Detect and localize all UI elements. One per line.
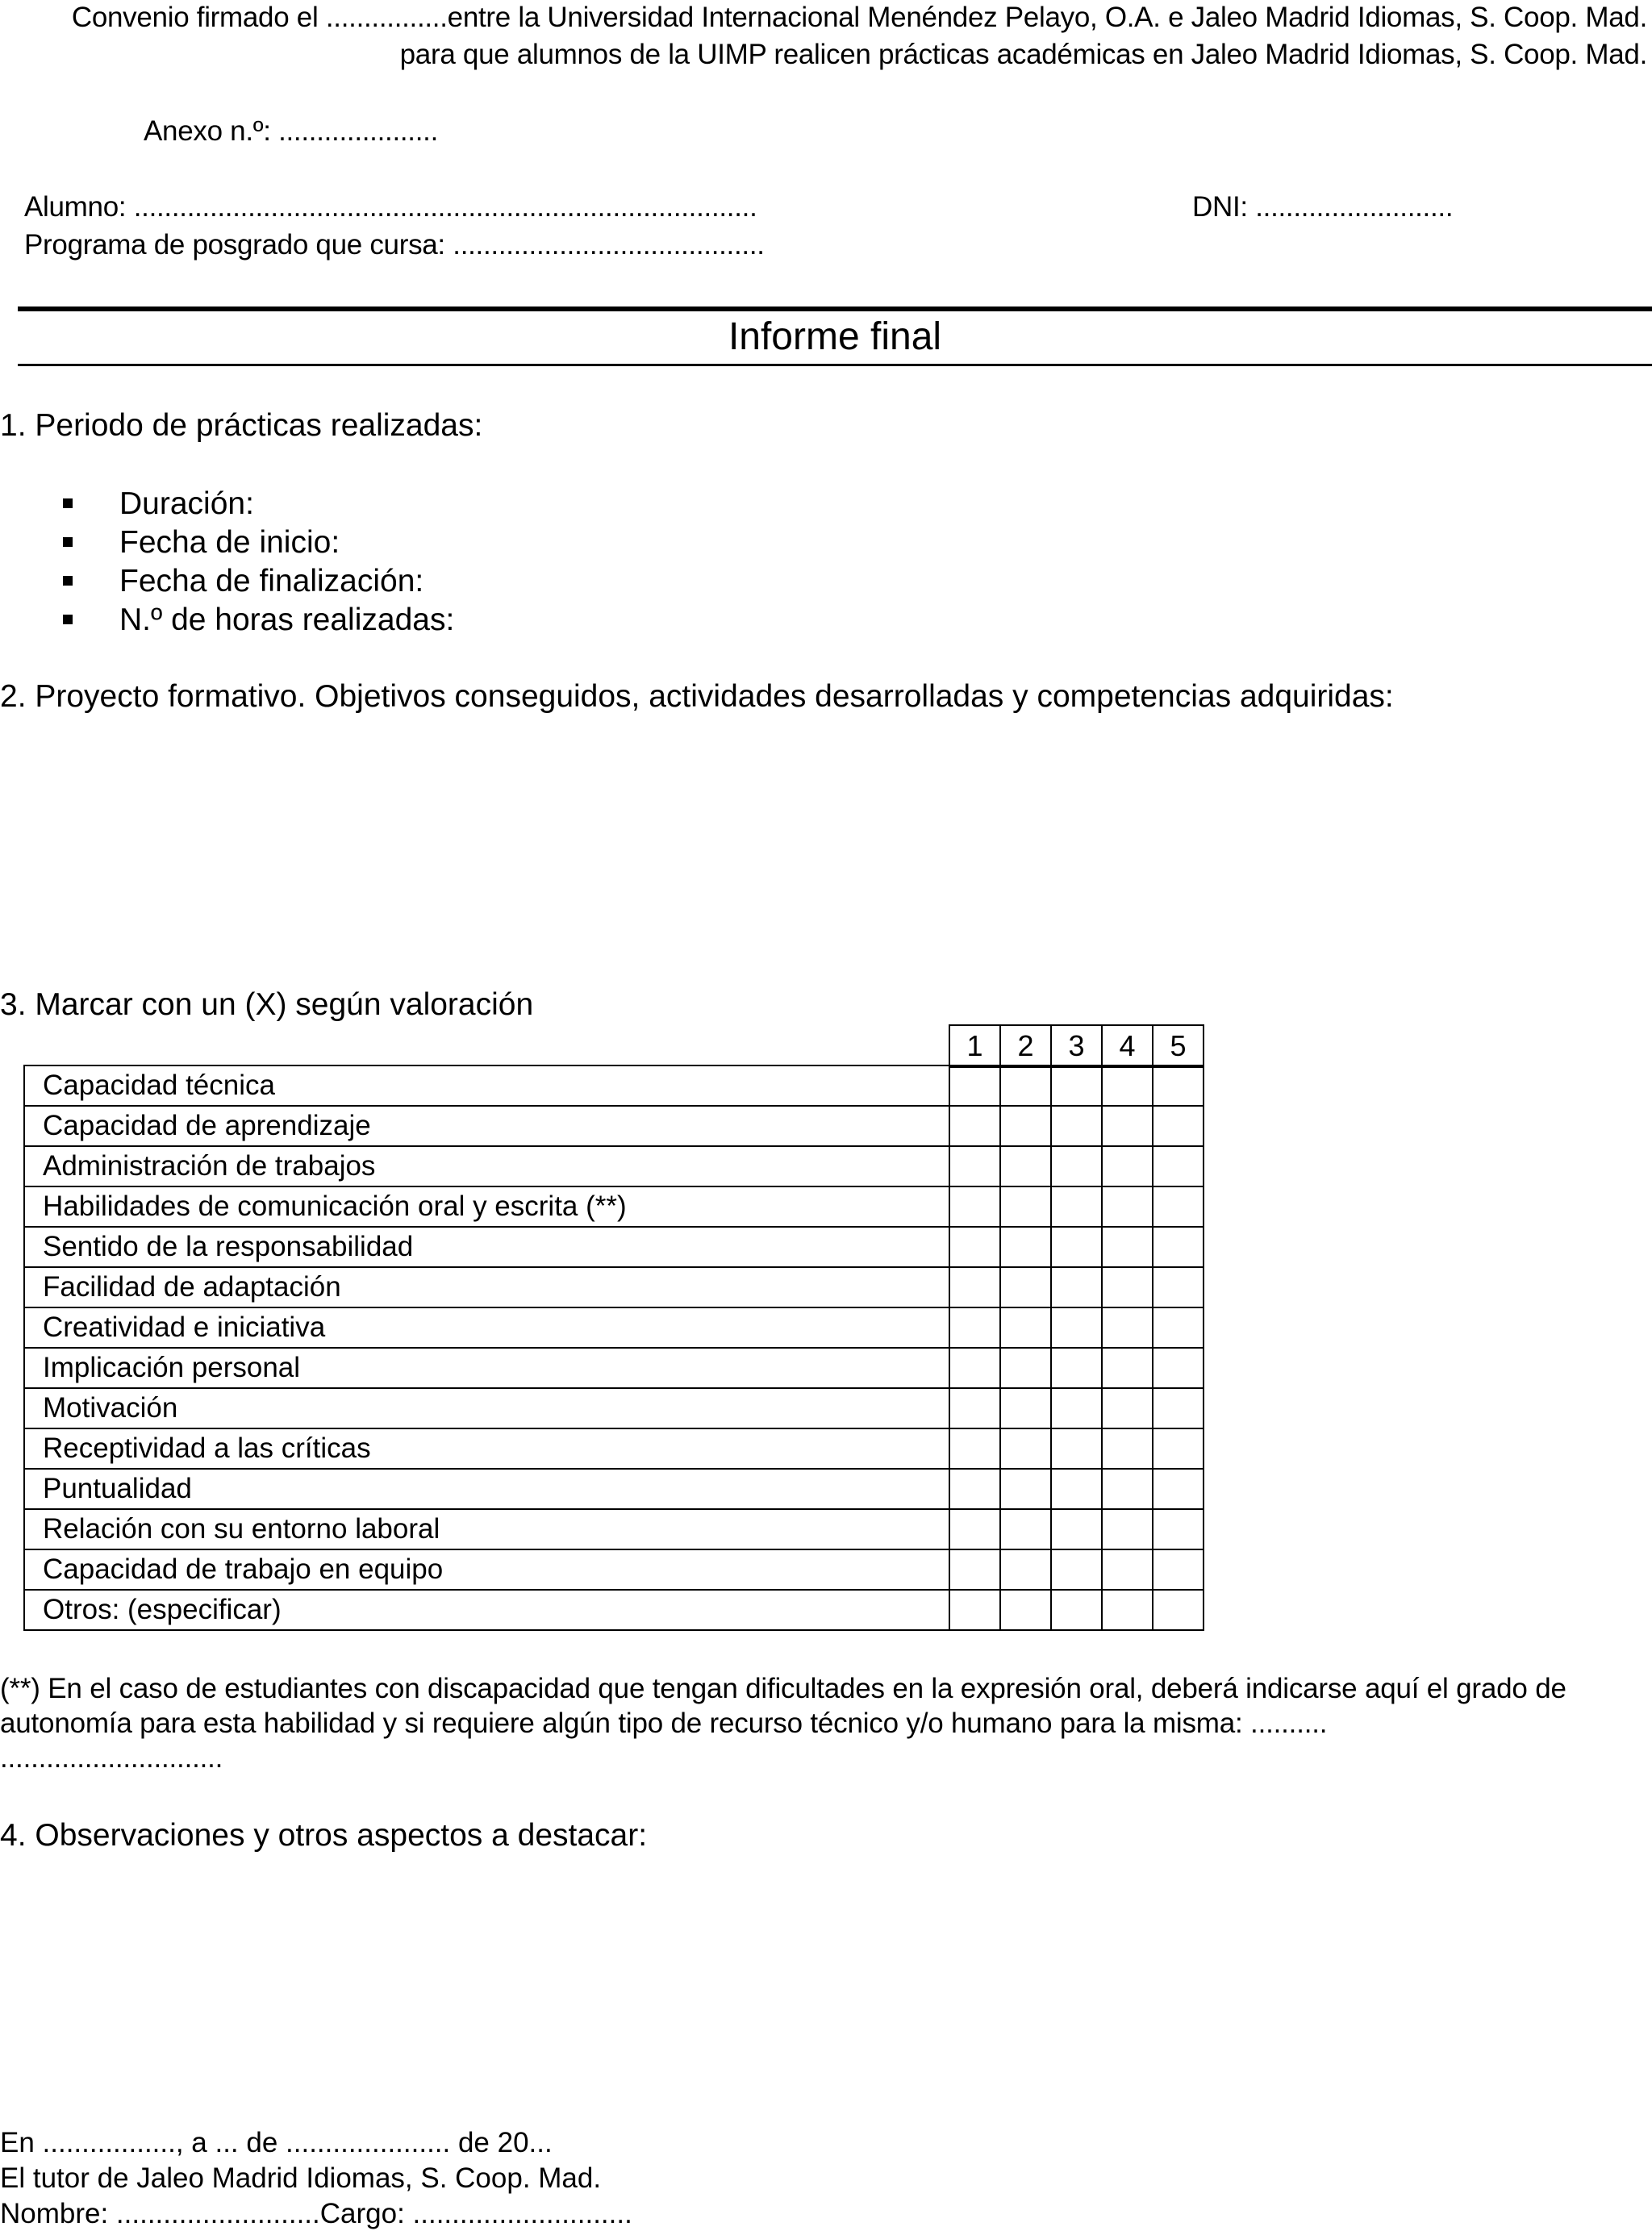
rating-cell[interactable]: [1000, 1146, 1051, 1186]
title-rule-top: [18, 307, 1652, 311]
rating-cell[interactable]: [1102, 1428, 1153, 1469]
table-row: [24, 1428, 1204, 1469]
rating-cell[interactable]: [1000, 1106, 1051, 1146]
square-bullet-icon: [63, 537, 73, 547]
rating-cell[interactable]: [1051, 1186, 1102, 1227]
scale-label: 4: [1102, 1025, 1153, 1067]
rating-cell[interactable]: [1153, 1509, 1204, 1549]
rating-cell[interactable]: [1153, 1469, 1204, 1509]
rating-cell[interactable]: [1102, 1307, 1153, 1348]
rating-cell[interactable]: [1153, 1590, 1204, 1630]
table-row: [24, 1348, 1204, 1388]
rating-cell[interactable]: [949, 1590, 1000, 1630]
rating-scale-header: [949, 1024, 1204, 1068]
list-item[interactable]: [63, 485, 454, 523]
table-row: [24, 1509, 1204, 1549]
rating-cell[interactable]: [1102, 1267, 1153, 1307]
rating-cell[interactable]: [1153, 1227, 1204, 1267]
section-1-heading: 1. Periodo de prácticas realizadas:: [0, 408, 483, 443]
table-row: [24, 1307, 1204, 1348]
rating-cell[interactable]: [949, 1267, 1000, 1307]
agreement-header-line-1: Convenio firmado el ................entre la Universidad Internacional Menéndez Pelayo, O.A. e Jaleo Madrid Idiomas, S. Coop. Mad.: [71, 2, 1647, 33]
rating-cell[interactable]: [1102, 1348, 1153, 1388]
rating-cell[interactable]: [949, 1146, 1000, 1186]
square-bullet-icon: [63, 498, 73, 508]
rating-cell[interactable]: [1000, 1227, 1051, 1267]
rating-cell[interactable]: [1051, 1509, 1102, 1549]
table-row: [24, 1186, 1204, 1227]
table-row: [24, 1267, 1204, 1307]
alumno-field[interactable]: Alumno: ..................................................................................: [24, 191, 757, 223]
rating-cell[interactable]: [949, 1348, 1000, 1388]
rating-cell[interactable]: [1153, 1106, 1204, 1146]
rating-cell[interactable]: [949, 1469, 1000, 1509]
rating-cell[interactable]: [1000, 1065, 1051, 1106]
table-row: [24, 1590, 1204, 1630]
rating-cell[interactable]: [1051, 1307, 1102, 1348]
dni-field[interactable]: DNI: ..........................: [1192, 191, 1454, 223]
rating-cell[interactable]: [1000, 1388, 1051, 1428]
criterion-label: Capacidad de aprendizaje: [24, 1106, 949, 1146]
rating-cell[interactable]: [1000, 1549, 1051, 1590]
tutor-label: El tutor de Jaleo Madrid Idiomas, S. Coop. Mad.: [0, 2162, 602, 2194]
rating-cell[interactable]: [949, 1388, 1000, 1428]
anexo-field[interactable]: Anexo n.º: .....................: [144, 115, 438, 147]
rating-cell[interactable]: [949, 1065, 1000, 1106]
rating-cell[interactable]: [1000, 1267, 1051, 1307]
rating-cell[interactable]: [1153, 1549, 1204, 1590]
footnote-line-1: (**) En el caso de estudiantes con discapacidad que tengan dificultades en la expresión oral, deberá indicarse aquí el grado de: [0, 1673, 1566, 1704]
list-item-label: Fecha de inicio:: [119, 525, 340, 560]
rating-cell[interactable]: [1000, 1307, 1051, 1348]
scale-label: 5: [1153, 1025, 1204, 1067]
rating-cell[interactable]: [1102, 1388, 1153, 1428]
scale-label: 1: [949, 1025, 1000, 1067]
rating-cell[interactable]: [1153, 1186, 1204, 1227]
list-item[interactable]: [63, 562, 454, 601]
criterion-label: Receptividad a las críticas: [24, 1428, 949, 1469]
rating-cell[interactable]: [1051, 1590, 1102, 1630]
criterion-label: Habilidades de comunicación oral y escrita (**): [24, 1186, 949, 1227]
criterion-label: Relación con su entorno laboral: [24, 1509, 949, 1549]
criterion-label: Capacidad técnica: [24, 1065, 949, 1106]
rating-cell[interactable]: [1051, 1549, 1102, 1590]
section-3-heading: 3. Marcar con un (X) según valoración: [0, 987, 534, 1022]
rating-cell[interactable]: [1153, 1428, 1204, 1469]
section-4-heading: 4. Observaciones y otros aspectos a destacar:: [0, 1818, 648, 1853]
page-title: Informe final: [728, 315, 942, 358]
rating-cell[interactable]: [1102, 1509, 1153, 1549]
signature-place-date[interactable]: En ................., a ... de ..................... de 20...: [0, 2127, 553, 2158]
rating-cell[interactable]: [949, 1186, 1000, 1227]
programa-field[interactable]: Programa de posgrado que cursa: .........................................: [24, 229, 765, 261]
rating-cell[interactable]: [1153, 1065, 1204, 1106]
criterion-label: Administración de trabajos: [24, 1146, 949, 1186]
list-item[interactable]: [63, 601, 454, 640]
rating-cell[interactable]: [1102, 1227, 1153, 1267]
table-row: [24, 1227, 1204, 1267]
rating-cell[interactable]: [1102, 1106, 1153, 1146]
criterion-label: Creatividad e iniciativa: [24, 1307, 949, 1348]
rating-cell[interactable]: [949, 1549, 1000, 1590]
rating-cell[interactable]: [1051, 1065, 1102, 1106]
rating-cell[interactable]: [1051, 1106, 1102, 1146]
rating-cell[interactable]: [1102, 1146, 1153, 1186]
rating-cell[interactable]: [1102, 1065, 1153, 1106]
rating-cell[interactable]: [1000, 1590, 1051, 1630]
agreement-header-line-2: para que alumnos de la UIMP realicen prácticas académicas en Jaleo Madrid Idiomas, S. Coop. Mad.: [399, 39, 1647, 70]
rating-cell[interactable]: [1000, 1428, 1051, 1469]
table-row: [24, 1106, 1204, 1146]
scale-label: 2: [1000, 1025, 1051, 1067]
rating-cell[interactable]: [1051, 1428, 1102, 1469]
rating-cell[interactable]: [949, 1428, 1000, 1469]
rating-cell[interactable]: [1051, 1267, 1102, 1307]
rating-cell[interactable]: [1153, 1146, 1204, 1186]
rating-cell[interactable]: [1153, 1307, 1204, 1348]
list-item-label: Fecha de finalización:: [119, 564, 424, 598]
rating-cell[interactable]: [949, 1106, 1000, 1146]
rating-cell[interactable]: [1051, 1227, 1102, 1267]
rating-cell[interactable]: [1153, 1388, 1204, 1428]
rating-cell[interactable]: [949, 1509, 1000, 1549]
rating-cell[interactable]: [1000, 1348, 1051, 1388]
table-row: [24, 1469, 1204, 1509]
section-2-heading: 2. Proyecto formativo. Objetivos conseguidos, actividades desarrolladas y competencias adquiridas:: [0, 679, 1394, 714]
scale-label: 3: [1051, 1025, 1102, 1067]
rating-cell[interactable]: [1051, 1469, 1102, 1509]
table-row: [24, 1146, 1204, 1186]
footnote-line-3[interactable]: .............................: [0, 1742, 223, 1774]
rating-cell[interactable]: [949, 1227, 1000, 1267]
period-list: [63, 485, 454, 640]
table-row: [24, 1549, 1204, 1590]
rating-cell[interactable]: [1102, 1549, 1153, 1590]
table-row: [24, 1065, 1204, 1106]
square-bullet-icon: [63, 576, 73, 586]
criterion-label: Motivación: [24, 1388, 949, 1428]
rating-cell[interactable]: [1051, 1388, 1102, 1428]
table-row: [24, 1388, 1204, 1428]
tutor-name-position[interactable]: Nombre: ..........................Cargo: ............................: [0, 2198, 632, 2229]
footnote-line-2[interactable]: autonomía para esta habilidad y si requiere algún tipo de recurso técnico y/o humano para la misma: ..........: [0, 1708, 1328, 1739]
rating-cell[interactable]: [1153, 1267, 1204, 1307]
criterion-label: Puntualidad: [24, 1469, 949, 1509]
rating-cell[interactable]: [1000, 1509, 1051, 1549]
criterion-label: Sentido de la responsabilidad: [24, 1227, 949, 1267]
rating-cell[interactable]: [1000, 1469, 1051, 1509]
rating-cell[interactable]: [1102, 1590, 1153, 1630]
rating-cell[interactable]: [1153, 1348, 1204, 1388]
criterion-label: Otros: (especificar): [24, 1590, 949, 1630]
rating-table: [23, 1065, 1204, 1631]
square-bullet-icon: [63, 615, 73, 624]
rating-cell[interactable]: [1051, 1348, 1102, 1388]
criterion-label: Capacidad de trabajo en equipo: [24, 1549, 949, 1590]
rating-cell[interactable]: [949, 1307, 1000, 1348]
title-rule-bottom: [18, 364, 1652, 366]
rating-cell[interactable]: [1051, 1146, 1102, 1186]
rating-cell[interactable]: [1102, 1469, 1153, 1509]
criterion-label: Facilidad de adaptación: [24, 1267, 949, 1307]
rating-cell[interactable]: [1000, 1186, 1051, 1227]
criterion-label: Implicación personal: [24, 1348, 949, 1388]
list-item-label: N.º de horas realizadas:: [119, 603, 455, 637]
list-item[interactable]: [63, 523, 454, 562]
list-item-label: Duración:: [119, 486, 254, 521]
rating-cell[interactable]: [1102, 1186, 1153, 1227]
